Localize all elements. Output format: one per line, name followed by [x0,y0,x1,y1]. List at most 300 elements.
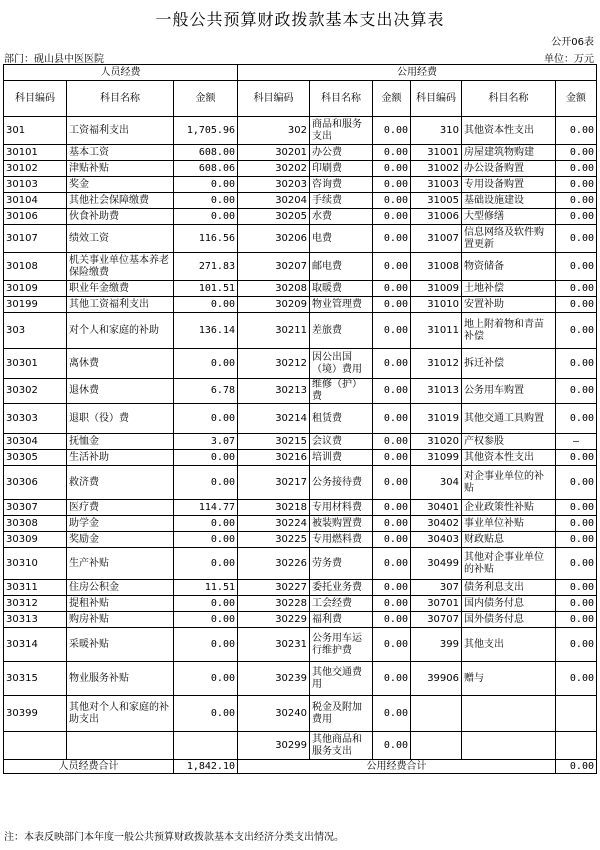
table-row [4,516,597,532]
amount-cell: 0.00 [373,349,411,379]
totals-row [4,760,597,774]
amount-cell: 0.00 [556,145,597,161]
subject-code-cell [411,732,462,760]
department-label: 部门：砚山县中医医院 [4,54,104,65]
col-code-2: 科目编码 [238,81,310,117]
subject-name-cell: 债务利息支出 [462,580,556,596]
amount-cell: 0.00 [556,516,597,532]
subject-code-cell: 30204 [238,193,310,209]
amount-cell: 0.00 [174,696,238,732]
amount-cell: 0.00 [373,161,411,177]
table-row [4,404,597,434]
subject-name-cell [67,732,174,760]
subject-code-cell: 30306 [4,466,67,500]
subject-name-cell: 其他商品和服务支出 [310,732,373,760]
subject-name-cell: 住房公积金 [67,580,174,596]
amount-cell: 0.00 [556,313,597,349]
amount-cell: 0.00 [556,209,597,225]
subject-name-cell: 其他社会保障缴费 [67,193,174,209]
col-name-3: 科目名称 [462,81,556,117]
table-row [4,225,597,253]
public-header: 公用经费 [238,65,597,81]
amount-cell: 0.00 [373,628,411,662]
subject-code-cell: 31003 [411,177,462,193]
subject-code-cell: 31005 [411,193,462,209]
amount-cell: 0.00 [174,450,238,466]
subject-code-cell: 30305 [4,450,67,466]
subject-name-cell: 财政贴息 [462,532,556,548]
amount-cell: 0.00 [174,662,238,696]
col-amount-3: 金额 [556,81,597,117]
amount-cell: 3.07 [174,434,238,450]
amount-cell: 0.00 [174,612,238,628]
table-row [4,349,597,379]
amount-cell: 0.00 [373,596,411,612]
subject-code-cell: 30211 [238,313,310,349]
subject-code-cell: 30403 [411,532,462,548]
subject-name-cell: 提租补贴 [67,596,174,612]
subject-code-cell: 30312 [4,596,67,612]
amount-cell: 0.00 [373,732,411,760]
subject-code-cell: 301 [4,117,67,145]
table-row [4,500,597,516]
subject-code-cell: 31019 [411,404,462,434]
subject-name-cell: 税金及附加费用 [310,696,373,732]
subject-name-cell: 印刷费 [310,161,373,177]
subject-code-cell: 31007 [411,225,462,253]
subject-code-cell: 30239 [238,662,310,696]
subject-code-cell: 31010 [411,297,462,313]
subject-code-cell: 30499 [411,548,462,580]
subject-code-cell [4,732,67,760]
subject-code-cell: 302 [238,117,310,145]
subject-name-cell: 公务用车购置 [462,379,556,404]
table-row [4,532,597,548]
subject-name-cell: 医疗费 [67,500,174,516]
subject-code-cell: 30205 [238,209,310,225]
amount-cell: 0.00 [373,253,411,281]
subject-code-cell: 30216 [238,450,310,466]
amount-cell: 0.00 [174,596,238,612]
page-title: 一般公共预算财政拨款基本支出决算表 [155,10,445,29]
subject-code-cell: 30231 [238,628,310,662]
subject-name-cell: 福利费 [310,612,373,628]
subject-name-cell: 伙食补助费 [67,209,174,225]
subject-name-cell: 绩效工资 [67,225,174,253]
col-code-1: 科目编码 [4,81,67,117]
amount-cell: 0.00 [373,696,411,732]
amount-cell: 0.00 [174,177,238,193]
amount-cell: 0.00 [174,349,238,379]
subject-code-cell: 30109 [4,281,67,297]
subject-code-cell: 30401 [411,500,462,516]
amount-cell: 0.00 [373,450,411,466]
subject-code-cell: 30228 [238,596,310,612]
subject-name-cell: 水费 [310,209,373,225]
table-row [4,732,597,760]
amount-cell: 0.00 [373,281,411,297]
subject-name-cell: 培训费 [310,450,373,466]
col-name-1: 科目名称 [67,81,174,117]
public-total-label: 公用经费合计 [238,760,556,774]
subject-name-cell: 奖励金 [67,532,174,548]
subject-name-cell: 邮电费 [310,253,373,281]
col-amount-2: 金额 [373,81,411,117]
table-row [4,313,597,349]
subject-name-cell: 土地补偿 [462,281,556,297]
subject-name-cell: 物业管理费 [310,297,373,313]
amount-cell: 0.00 [373,117,411,145]
amount-cell: 0.00 [174,209,238,225]
subject-name-cell: 赠与 [462,662,556,696]
subject-name-cell: 工会经费 [310,596,373,612]
subject-name-cell: 企业政策性补贴 [462,500,556,516]
table-row [4,628,597,662]
subject-name-cell: 会议费 [310,434,373,450]
subject-code-cell: 30303 [4,404,67,434]
subject-code-cell: 30203 [238,177,310,193]
subject-code-cell: 30240 [238,696,310,732]
subject-name-cell: 事业单位补贴 [462,516,556,532]
amount-cell: 0.00 [556,662,597,696]
subject-name-cell: 奖金 [67,177,174,193]
col-amount-1: 金额 [174,81,238,117]
amount-cell: 0.00 [556,450,597,466]
subject-code-cell: 31009 [411,281,462,297]
form-code: 公开06表 [551,37,594,48]
amount-cell: 0.00 [373,404,411,434]
personnel-total-amount: 1,842.10 [174,760,238,774]
amount-cell: 0.00 [373,662,411,696]
subject-code-cell: 30206 [238,225,310,253]
amount-cell: — [556,434,597,450]
amount-cell: 0.00 [373,225,411,253]
subject-code-cell: 30301 [4,349,67,379]
subject-code-cell: 30311 [4,580,67,596]
table-body [4,117,597,760]
amount-cell: 0.00 [373,145,411,161]
subject-name-cell: 生活补助 [67,450,174,466]
subject-name-cell: 拆迁补偿 [462,349,556,379]
amount-cell: 0.00 [556,548,597,580]
subject-code-cell: 30313 [4,612,67,628]
subject-code-cell: 30201 [238,145,310,161]
amount-cell: 6.78 [174,379,238,404]
amount-cell: 0.00 [373,516,411,532]
subject-name-cell: 物业服务补贴 [67,662,174,696]
unit-label: 单位：万元 [544,54,594,65]
table-row [4,434,597,450]
amount-cell: 271.83 [174,253,238,281]
subject-code-cell: 30218 [238,500,310,516]
amount-cell: 0.00 [373,313,411,349]
amount-cell: 0.00 [373,379,411,404]
amount-cell [556,696,597,732]
table-row [4,253,597,281]
subject-code-cell: 30226 [238,548,310,580]
subject-name-cell: 地上附着物和青苗补偿 [462,313,556,349]
col-code-3: 科目编码 [411,81,462,117]
amount-cell: 0.00 [373,193,411,209]
header-group-row [4,65,597,81]
footnote: 注：本表反映部门本年度一般公共预算财政拨款基本支出经济分类支出情况。 [4,832,344,843]
subject-name-cell: 安置补助 [462,297,556,313]
table-row [4,209,597,225]
amount-cell: 0.00 [174,532,238,548]
subject-code-cell: 30315 [4,662,67,696]
subject-name-cell: 公务接待费 [310,466,373,500]
subject-code-cell: 30302 [4,379,67,404]
amount-cell: 0.00 [556,177,597,193]
public-total-amount: 0.00 [556,760,597,774]
table-row [4,696,597,732]
subject-code-cell: 30214 [238,404,310,434]
subject-name-cell: 对个人和家庭的补助 [67,313,174,349]
table-row [4,450,597,466]
subject-name-cell: 生产补贴 [67,548,174,580]
subject-name-cell: 购房补贴 [67,612,174,628]
amount-cell: 0.00 [373,580,411,596]
amount-cell: 0.00 [556,193,597,209]
subject-code-cell: 30101 [4,145,67,161]
amount-cell: 116.56 [174,225,238,253]
subject-name-cell [462,696,556,732]
amount-cell: 0.00 [556,612,597,628]
subject-code-cell: 31001 [411,145,462,161]
subject-code-cell: 30102 [4,161,67,177]
amount-cell: 11.51 [174,580,238,596]
subject-name-cell: 退职（役）费 [67,404,174,434]
table-row [4,466,597,500]
amount-cell [174,732,238,760]
amount-cell: 0.00 [174,404,238,434]
subject-code-cell: 31020 [411,434,462,450]
subject-name-cell: 取暖费 [310,281,373,297]
subject-code-cell: 31099 [411,450,462,466]
subject-name-cell: 职业年金缴费 [67,281,174,297]
subject-name-cell: 其他对企事业单位的补贴 [462,548,556,580]
amount-cell: 0.00 [373,466,411,500]
subject-code-cell: 30212 [238,349,310,379]
subject-name-cell: 其他对个人和家庭的补助支出 [67,696,174,732]
subject-name-cell: 国外债务付息 [462,612,556,628]
subject-name-cell: 办公费 [310,145,373,161]
amount-cell: 0.00 [373,548,411,580]
subject-name-cell: 维修（护）费 [310,379,373,404]
subject-code-cell: 30304 [4,434,67,450]
subject-name-cell: 其他资本性支出 [462,117,556,145]
subject-code-cell: 31008 [411,253,462,281]
subject-code-cell: 30199 [4,297,67,313]
subject-code-cell: 30707 [411,612,462,628]
amount-cell: 101.51 [174,281,238,297]
subject-name-cell: 房屋建筑物购建 [462,145,556,161]
subject-code-cell: 31011 [411,313,462,349]
subject-code-cell: 39906 [411,662,462,696]
subject-name-cell: 国内债务付息 [462,596,556,612]
subject-code-cell: 399 [411,628,462,662]
table-row [4,612,597,628]
subject-code-cell: 30108 [4,253,67,281]
amount-cell: 0.00 [174,297,238,313]
subject-name-cell: 委托业务费 [310,580,373,596]
personnel-total-label: 人员经费合计 [4,760,174,774]
amount-cell: 0.00 [556,281,597,297]
amount-cell: 0.00 [556,466,597,500]
amount-cell: 114.77 [174,500,238,516]
subject-code-cell: 30299 [238,732,310,760]
amount-cell: 0.00 [174,466,238,500]
subject-code-cell: 30202 [238,161,310,177]
subject-code-cell: 30224 [238,516,310,532]
subject-name-cell: 劳务费 [310,548,373,580]
subject-name-cell: 对企事业单位的补贴 [462,466,556,500]
table-row [4,548,597,580]
table-row [4,281,597,297]
subject-name-cell: 大型修缮 [462,209,556,225]
subject-name-cell: 产权参股 [462,434,556,450]
subject-code-cell: 310 [411,117,462,145]
subject-code-cell: 31013 [411,379,462,404]
subject-name-cell: 被装购置费 [310,516,373,532]
subject-name-cell: 专用燃料费 [310,532,373,548]
subject-name-cell: 公务用车运行维护费 [310,628,373,662]
subject-code-cell: 30314 [4,628,67,662]
amount-cell: 0.00 [373,532,411,548]
amount-cell: 0.00 [373,297,411,313]
table-row [4,193,597,209]
subject-name-cell: 抚恤金 [67,434,174,450]
amount-cell: 0.00 [556,253,597,281]
amount-cell: 0.00 [556,349,597,379]
subject-code-cell: 30309 [4,532,67,548]
subject-name-cell: 其他交通工具购置 [462,404,556,434]
subject-code-cell: 30399 [4,696,67,732]
subject-code-cell [411,696,462,732]
col-name-2: 科目名称 [310,81,373,117]
amount-cell: 0.00 [556,161,597,177]
amount-cell: 0.00 [373,500,411,516]
subject-code-cell: 30215 [238,434,310,450]
table-row [4,161,597,177]
subject-name-cell: 其他工资福利支出 [67,297,174,313]
subject-name-cell: 租赁费 [310,404,373,434]
subject-name-cell: 专用设备购置 [462,177,556,193]
amount-cell: 0.00 [556,297,597,313]
subject-name-cell: 离休费 [67,349,174,379]
subject-name-cell [462,732,556,760]
amount-cell: 0.00 [556,404,597,434]
subject-name-cell: 差旅费 [310,313,373,349]
subject-code-cell: 30310 [4,548,67,580]
subject-code-cell: 304 [411,466,462,500]
amount-cell: 608.00 [174,145,238,161]
amount-cell: 0.00 [556,117,597,145]
table-row [4,297,597,313]
subject-code-cell: 31006 [411,209,462,225]
subject-name-cell: 因公出国（境）费用 [310,349,373,379]
amount-cell: 0.00 [556,532,597,548]
subject-name-cell: 手续费 [310,193,373,209]
subject-name-cell: 商品和服务支出 [310,117,373,145]
subject-name-cell: 物资储备 [462,253,556,281]
subject-name-cell: 工资福利支出 [67,117,174,145]
table-row [4,177,597,193]
amount-cell: 0.00 [174,193,238,209]
subject-code-cell: 307 [411,580,462,596]
subject-code-cell: 31002 [411,161,462,177]
amount-cell: 136.14 [174,313,238,349]
subject-name-cell: 电费 [310,225,373,253]
subject-name-cell: 办公设备购置 [462,161,556,177]
subject-name-cell: 其他资本性支出 [462,450,556,466]
subject-name-cell: 信息网络及软件购置更新 [462,225,556,253]
subject-code-cell: 30308 [4,516,67,532]
subject-name-cell: 机关事业单位基本养老保险缴费 [67,253,174,281]
subject-name-cell: 专用材料费 [310,500,373,516]
subject-code-cell: 30209 [238,297,310,313]
subject-code-cell: 30217 [238,466,310,500]
table-row [4,662,597,696]
amount-cell: 0.00 [373,177,411,193]
subject-name-cell: 津贴补贴 [67,161,174,177]
subject-code-cell: 30107 [4,225,67,253]
personnel-header: 人员经费 [4,65,238,81]
amount-cell: 0.00 [373,209,411,225]
subject-name-cell: 基本工资 [67,145,174,161]
amount-cell: 0.00 [174,628,238,662]
amount-cell: 0.00 [556,379,597,404]
table-row [4,379,597,404]
subject-code-cell: 30701 [411,596,462,612]
header-column-row [4,81,597,117]
amount-cell: 608.06 [174,161,238,177]
amount-cell [556,732,597,760]
amount-cell: 0.00 [556,225,597,253]
subject-name-cell: 其他交通费用 [310,662,373,696]
subject-name-cell: 基础设施建设 [462,193,556,209]
subject-code-cell: 30213 [238,379,310,404]
amount-cell: 0.00 [556,628,597,662]
subject-name-cell: 救济费 [67,466,174,500]
subject-code-cell: 30225 [238,532,310,548]
subject-code-cell: 30227 [238,580,310,596]
amount-cell: 1,705.96 [174,117,238,145]
table-row [4,580,597,596]
subject-code-cell: 30307 [4,500,67,516]
amount-cell: 0.00 [373,434,411,450]
subject-code-cell: 303 [4,313,67,349]
subject-code-cell: 30106 [4,209,67,225]
subject-code-cell: 31012 [411,349,462,379]
table-row [4,117,597,145]
amount-cell: 0.00 [174,548,238,580]
amount-cell: 0.00 [373,612,411,628]
expenditure-table [3,64,597,774]
amount-cell: 0.00 [174,516,238,532]
subject-name-cell: 助学金 [67,516,174,532]
subject-name-cell: 咨询费 [310,177,373,193]
subject-name-cell: 采暖补贴 [67,628,174,662]
subject-name-cell: 退休费 [67,379,174,404]
subject-code-cell: 30104 [4,193,67,209]
amount-cell: 0.00 [556,596,597,612]
subject-code-cell: 30103 [4,177,67,193]
table-row [4,596,597,612]
table-row [4,145,597,161]
subject-code-cell: 30229 [238,612,310,628]
amount-cell: 0.00 [556,500,597,516]
